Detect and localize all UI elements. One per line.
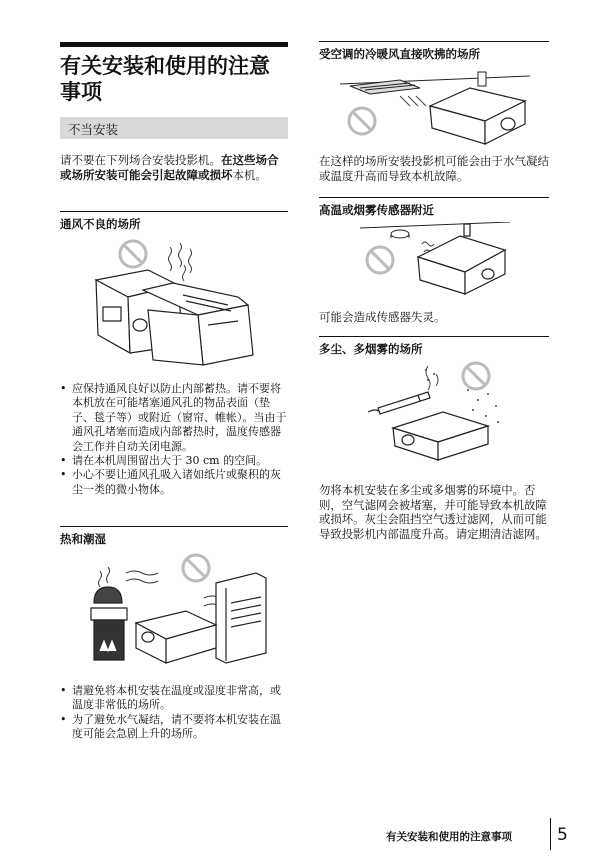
- section-banner-label: 不当安装: [68, 122, 119, 137]
- dust-illustration: [368, 360, 513, 465]
- page-title: 有关安装和使用的注意事项: [60, 42, 288, 105]
- section-banner: [60, 117, 288, 139]
- prohibited-icon: [367, 247, 393, 273]
- ceiling-aircon-icon: [340, 72, 530, 94]
- heat-waves-icon: [169, 243, 192, 281]
- air-flow-icon: [400, 96, 426, 106]
- intro-plain: 请不要在下列场合安装投影机。: [60, 153, 221, 167]
- covered-projector-icon: [96, 270, 253, 365]
- intro-bold: 在这些场合或场所安装可能会引起故障或损坏: [60, 153, 279, 182]
- poor-ventilation-list: [60, 382, 288, 497]
- heading-heat-humidity: 热和潮湿: [60, 526, 288, 547]
- sensor-illustration: [360, 222, 510, 300]
- intro-paragraph: [60, 153, 288, 183]
- list-item: • 小心不要让通风孔吸入诸如纸片或聚积的灰尘一类的微小物体。: [60, 468, 288, 497]
- projector-icon: [136, 611, 216, 663]
- smoke-icon: [426, 366, 438, 390]
- intro-tail: 本机。: [232, 168, 267, 182]
- dust-text: 勿将本机安装在多尘或多烟雾的环境中。否则，空气滤网会被堵塞，并可能导致本机故障或损坏。灰尘会阻挡空气透过滤网，从而可能导致投影机内部温度升高。请定期清洁滤网。: [319, 483, 547, 541]
- ceiling-projector-icon: [430, 88, 525, 144]
- projector-icon: [393, 412, 488, 460]
- aircon-text: 在这样的场所安装投影机可能会由于水气凝结或温度升高而导致本机故障。: [319, 154, 549, 183]
- list-item: • 应保持通风良好以防止内部蓄热。请不要将本机放在可能堵塞通风孔的物品表面（垫子、毯子等）或附近（窗帘、帷帐）。当由于通风孔堵塞而造成内部蓄热时，温度传感器会工作并自动关闭电源。: [60, 382, 288, 454]
- heading-poor-ventilation: 通风不良的场所: [60, 211, 288, 232]
- list-item: • 请在本机周围留出大于 30 cm 的空间。: [60, 454, 288, 468]
- prohibited-icon: [463, 363, 489, 389]
- poor-ventilation-illustration: [88, 235, 260, 370]
- cigarette-icon: [368, 392, 430, 414]
- heat-humidity-list: [60, 684, 288, 742]
- sensor-text: 可能会造成传感器失灵。: [319, 310, 446, 324]
- list-item: • 请避免将本机安装在温度或湿度非常高，或温度非常低的场所。: [60, 684, 288, 713]
- heat-humidity-illustration: [86, 553, 276, 668]
- ceiling-icon: [360, 222, 510, 228]
- list-item: • 为了避免水气凝结，请不要将本机安装在温度可能会急剧上升的场所。: [60, 713, 288, 742]
- heading-dust: 多尘、多烟雾的场所: [319, 336, 549, 357]
- smoke-sensor-icon: [391, 230, 409, 238]
- running-footer-title: 有关安装和使用的注意事项: [386, 831, 512, 843]
- ceiling-projector-icon: [418, 224, 505, 294]
- prohibited-icon: [183, 555, 209, 581]
- prohibited-icon: [349, 108, 375, 134]
- heading-aircon: 受空调的冷暖风直接吹拂的场所: [319, 41, 549, 62]
- heater-icon: [216, 573, 266, 663]
- page-number: 5: [557, 825, 568, 845]
- footer-divider: [550, 818, 551, 850]
- heading-sensor: 高温或烟雾传感器附近: [319, 197, 549, 218]
- prohibited-icon: [120, 241, 146, 267]
- aircon-illustration: [340, 66, 530, 148]
- kettle-stove-icon: [91, 587, 127, 660]
